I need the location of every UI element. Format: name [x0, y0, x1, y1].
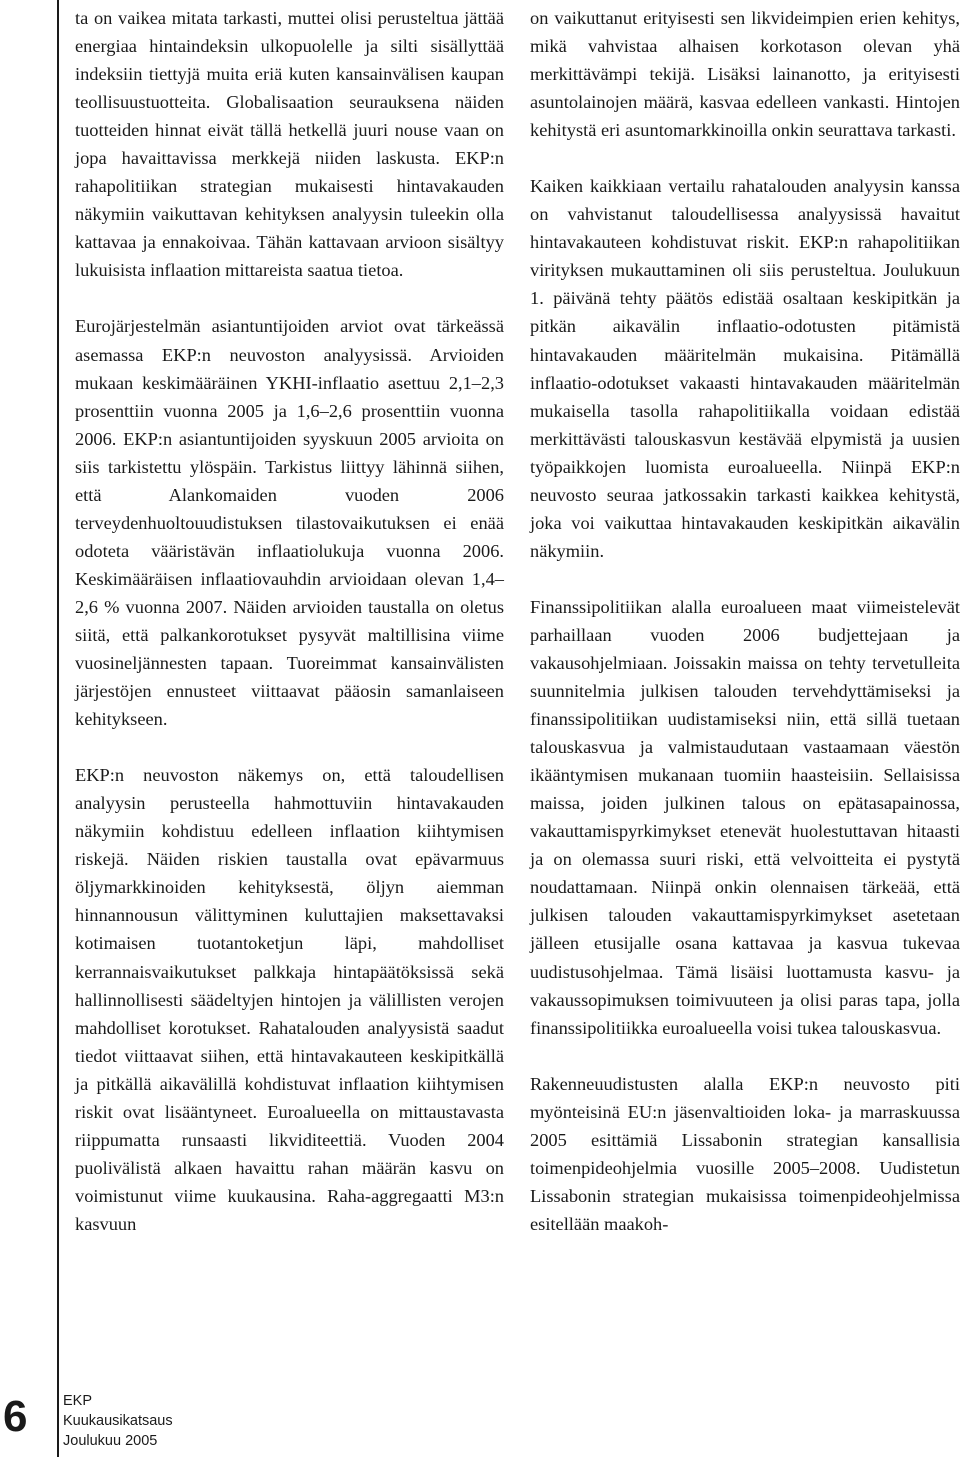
right-column	[530, 4, 960, 1266]
page-number: 6	[3, 1392, 28, 1441]
paragraph: Eurojärjestelmän asiantuntijoiden arviot ovat tärkeässä asemassa EKP:n neuvoston analyysissä. Arvioiden mukaan keskimääräinen YKHI-inflaatio asettuu 2,1–2,3 prosenttiin vuonna 2005 ja 1,6–2,6 prosenttiin vuonna 2006. EKP:n asiantuntijoiden syyskuun 2005 arvioita on siis tarkistettu ylöspäin. Tarkistus liittyy lähinnä siihen, että Alankomaiden vuoden 2006 terveydenhuoltouudistuksen tilastovaikutuksen ei enää odoteta vääristävän inflaatiolukuja vuonna 2006. Keskimääräisen inflaatiovauhdin arvioidaan olevan 1,4–2,6 % vuonna 2007. Näiden arvioiden taustalla on oletus siitä, että palkankorotukset pysyvät maltillisina viime vuosineljännesten tapaan. Tuoreimmat kansainvälisten järjestöjen ennusteet viittaavat pääosin samanlaiseen kehitykseen.	[75, 316, 504, 730]
publication-title: Kuukausikatsaus	[63, 1413, 173, 1429]
paragraph: on vaikuttanut erityisesti sen likvideimpien erien kehitys, mikä vahvistaa alhaisen korkotason olevan yhä merkittävämpi tekijä. Lisäksi lainanotto, ja erityisesti asuntolainojen määrä, kasvaa edelleen vankasti. Hintojen kehitystä eri asuntomarkkinoilla onkin seurattava tarkasti.	[530, 8, 960, 141]
margin-rule	[57, 0, 59, 1457]
left-column	[75, 4, 504, 1266]
publisher-name: EKP	[63, 1393, 93, 1409]
issue-date: Joulukuu 2005	[63, 1433, 158, 1449]
paragraph: EKP:n neuvoston näkemys on, että taloudellisen analyysin perusteella hahmottuviin hintavakauden näkymiin kohdistuu edelleen inflaation kiihtymisen riskejä. Näiden riskien taustalla ovat epävarmuus öljymarkkinoiden kehityksestä, öljyn aiemman hinnannousun välittyminen kuluttajien maksettavaksi kotimaisen tuotantoketjun läpi, mahdolliset kerrannaisvaikutukset palkkaja hintapäätöksissä sekä hallinnollisesti säädeltyjen hintojen ja välillisten verojen mahdolliset korotukset. Rahatalouden analyysistä saadut tiedot viittaavat siihen, että hintavakauteen keskipitkällä ja pitkällä aikavälillä kohdistuvat inflaation kiihtymisen riskit ovat lisääntyneet. Euroalueella on mittaustavasta riippumatta runsaasti likviditeettiä. Vuoden 2004 puolivälistä alkaen havaittu rahan määrän kasvu on voimistunut viime kuukausina. Raha-aggregaatti M3:n kasvuun	[75, 765, 504, 1234]
paragraph: Finanssipolitiikan alalla euroalueen maat viimeistelevät parhaillaan vuoden 2006 budjettejaan ja vakausohjelmiaan. Joissakin maissa on tehty tervetulleita suunnitelmia julkisen talouden tervehdyttämiseksi ja finanssipolitiikan uudistamiseksi niin, että sillä tuetaan talouskasvua ja valmistaudutaan vastaamaan väestön ikääntymisen mukanaan tuomiin haasteisiin. Sellaisissa maissa, joiden julkinen talous on epätasapainossa, vakauttamispyrkimykset etenevät huolestuttavan hitaasti ja on olemassa suuri riski, että velvoitteita ei pystytä noudattamaan. Niinpä onkin olennaisen tärkeää, että julkisen talouden vakauttamispyrkimykset asetetaan jälleen etusijalle osana kattavaa ja kasvua tukevaa uudistusohjelmaa. Tämä lisäisi luottamusta kasvu- ja vakaussopimuksen toimivuuteen ja olisi paras tapa, jolla finanssipolitiikka euroalueella voisi tukea talouskasvua.	[530, 596, 960, 1038]
paragraph: Kaiken kaikkiaan vertailu rahatalouden analyysin kanssa on vahvistanut taloudellisessa analyysissä havaitut hintavakauteen kohdistuvat riskit. EKP:n rahapolitiikan virityksen mukauttaminen oli siis perusteltua. Joulukuun 1. päivänä tehty päätös edistää osaltaan keskipitkän ja pitkän aikavälin inflaatio-odotusten pitämistä hintavakauden määritelmän mukaisina. Pitämällä inflaatio-odotukset vakaasti hintavakauden määritelmän mukaisella tasolla rahapolitiikalla voidaan edistää merkittävästi talouskasvun kestävää elpymistä ja uusien työpaikkojen luomista euroalueella. Niinpä EKP:n neuvosto seuraa jatkossakin tarkasti kaikkea kehitystä, joka voi vaikuttaa hintavakauden keskipitkän aikavälin näkymiin.	[530, 176, 960, 561]
publication-info	[63, 1391, 173, 1451]
paragraph: Rakenneuudistusten alalla EKP:n neuvosto piti myönteisinä EU:n jäsenvaltioiden loka- ja marraskuussa 2005 esittämiä Lissabonin strategian kansallisia toimenpideohjelmia vuosille 2005–2008. Uudistetun Lissabonin strategian mukaisissa toimenpideohjelmissa esitellään maakoh-	[530, 1073, 960, 1234]
paragraph: ta on vaikea mitata tarkasti, muttei olisi perusteltua jättää energiaa hintaindeksin ulkopuolelle ja silti sisällyttää indeksiin tiettyjä muita eriä kuten kansainvälisen kaupan teollisuustuotteita. Globalisaation seurauksena näiden tuotteiden hinnat eivät tällä hetkellä juuri nouse vaan on jopa havaittavissa merkkejä niiden laskusta. EKP:n rahapolitiikan strategian mukaisesti hintavakauden näkymiin vaikuttavan kehityksen analyysin tuleekin olla kattavaa ja ennakoivaa. Tähän kattavaan arvioon sisältyy lukuisista inflaation mittareista saatua tietoa.	[75, 8, 504, 281]
